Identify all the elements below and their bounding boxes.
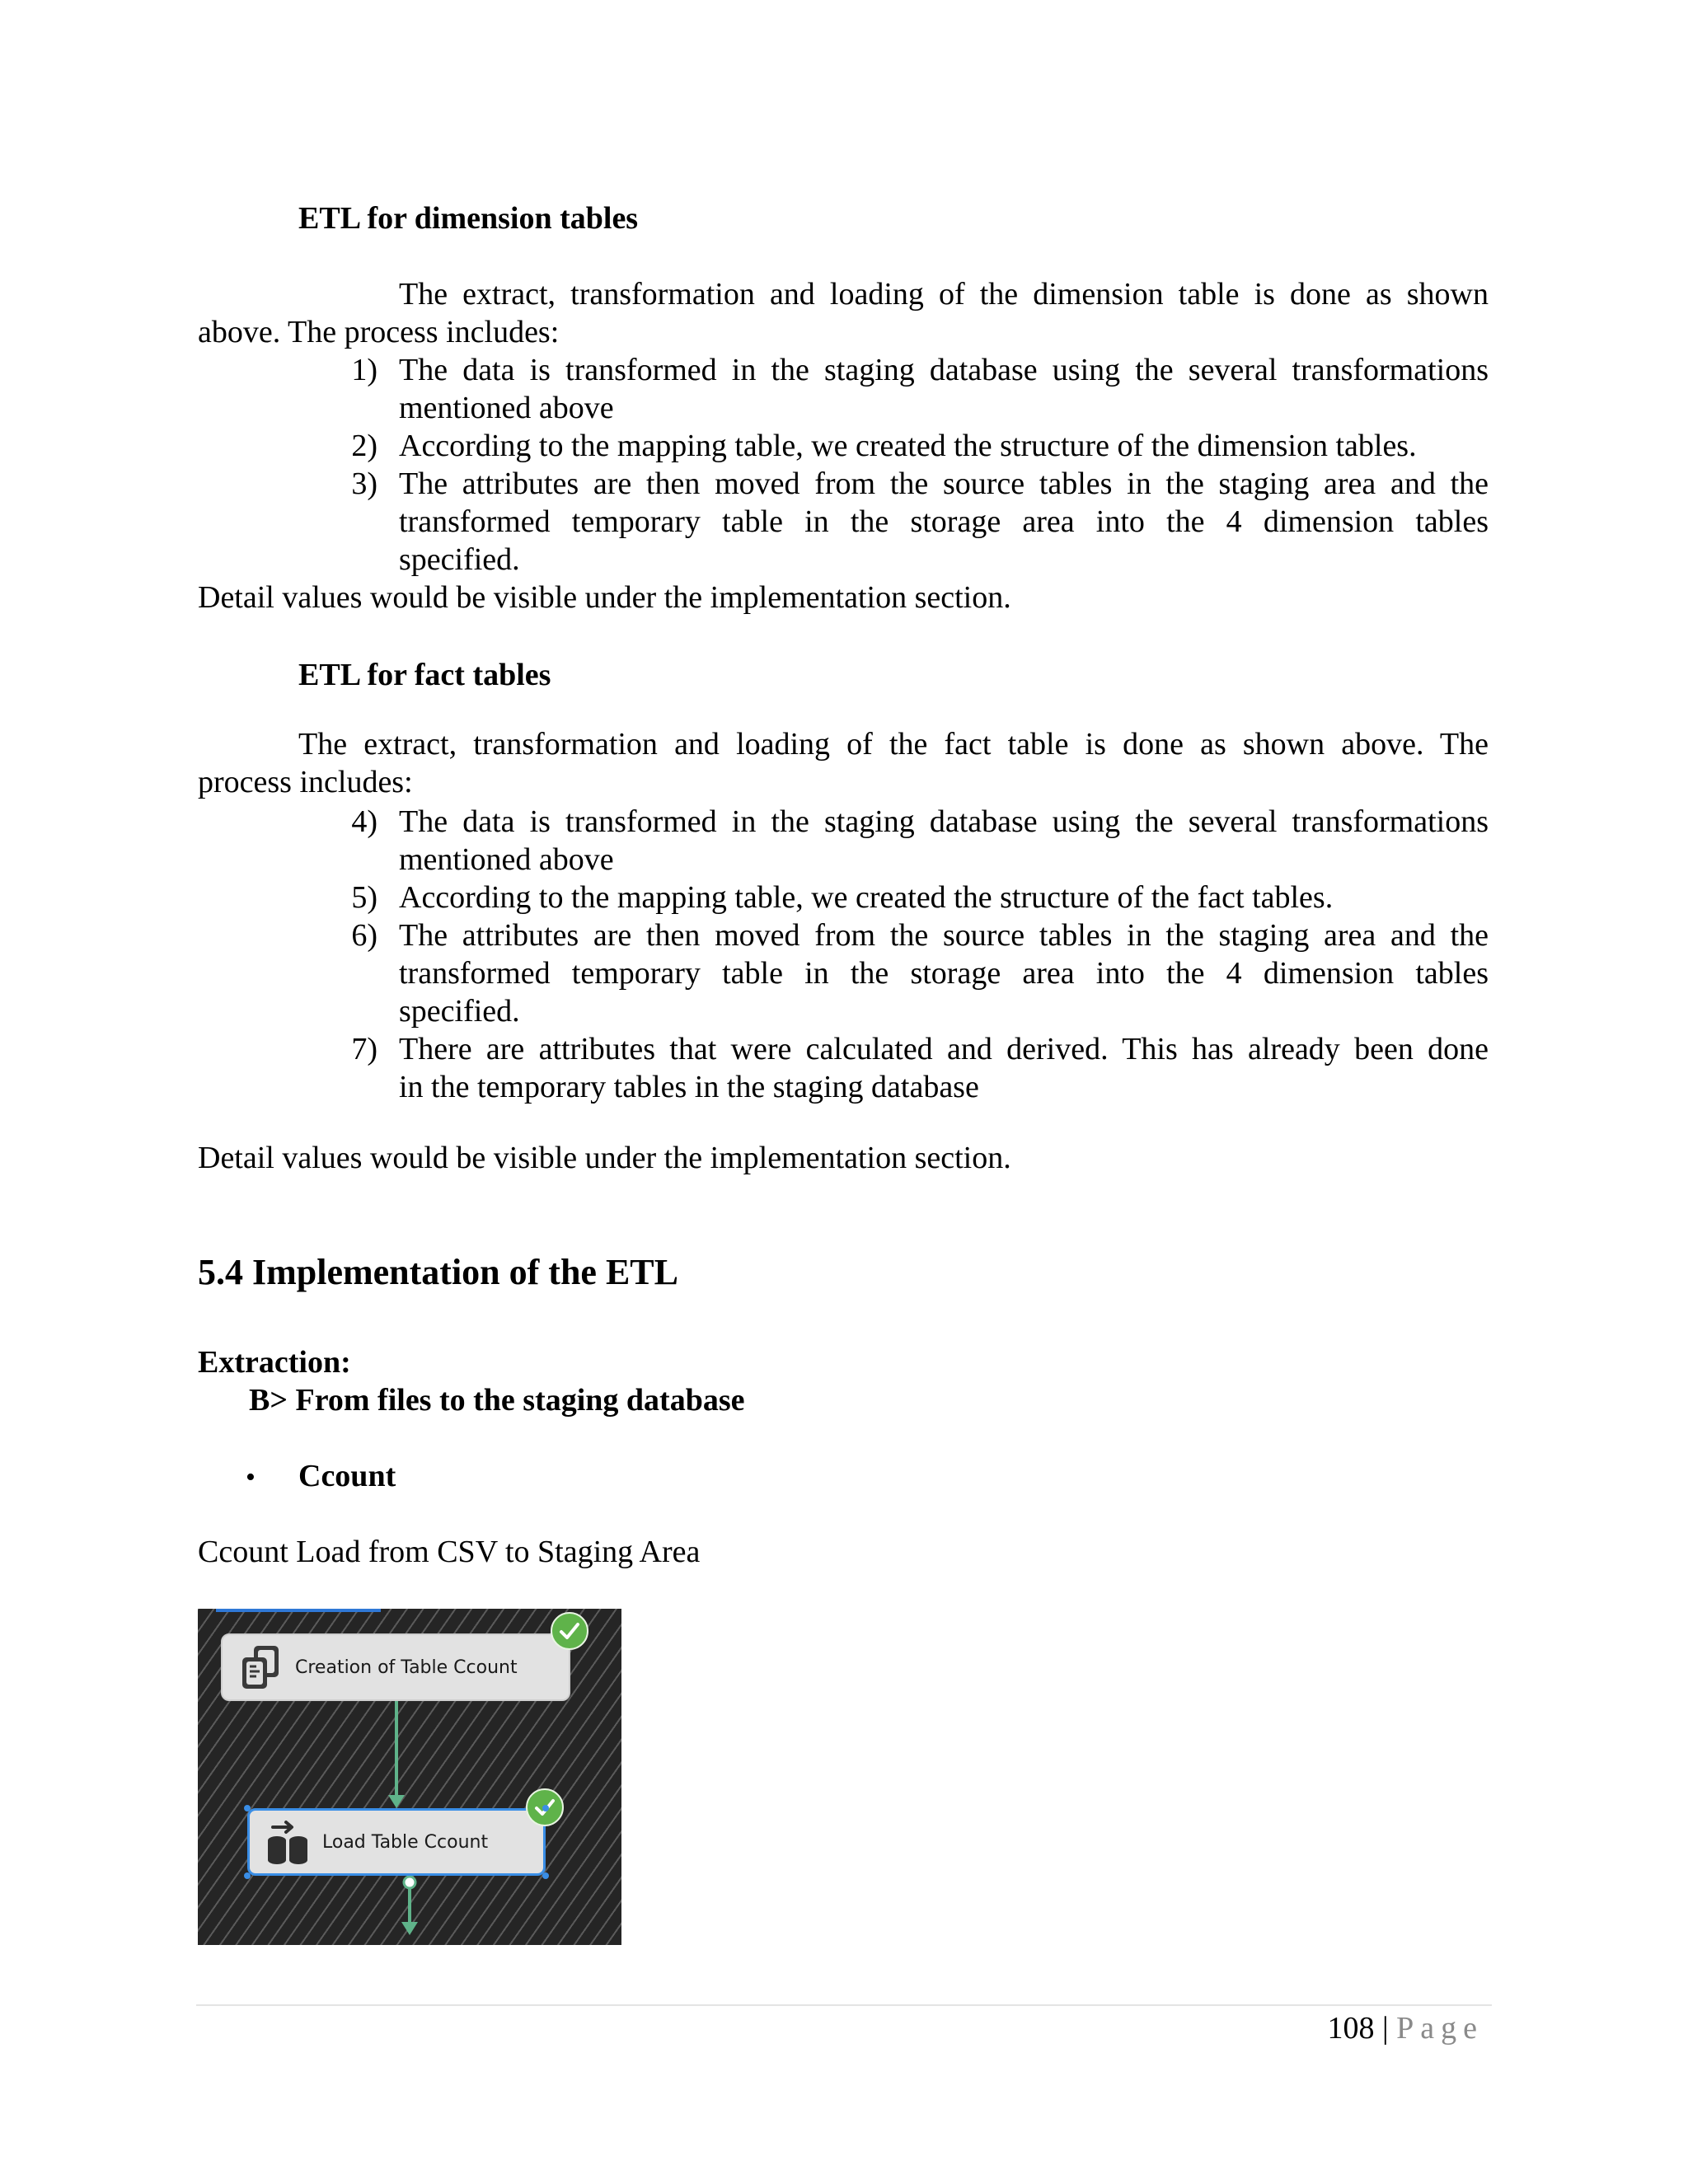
list-item-line: mentioned above xyxy=(399,391,614,425)
list-item-line: transformed temporary table in the storage area into the 4 dimension tables xyxy=(399,504,1489,539)
bullet-item-ccount: Ccount xyxy=(298,1459,396,1493)
list-item-line: in the temporary tables in the staging database xyxy=(399,1070,979,1104)
fact-paragraph-line1: The extract, transformation and loading of the fact table is done as shown above. The xyxy=(298,727,1489,762)
list-item-line: specified. xyxy=(399,994,520,1029)
dim-paragraph-line1: The extract, transformation and loading of the dimension table is done as shown xyxy=(399,277,1489,312)
list-item-line: According to the mapping table, we created the structure of the dimension tables. xyxy=(399,429,1417,463)
subheading-files-to-staging: B> From files to the staging database xyxy=(249,1383,745,1418)
resize-handle[interactable] xyxy=(542,1872,549,1879)
resize-handle[interactable] xyxy=(244,1872,251,1879)
list-number: 7) xyxy=(351,1032,377,1066)
dim-detail-note: Detail values would be visible under the implementation section. xyxy=(198,580,1011,615)
footer-divider xyxy=(196,2004,1492,2006)
resize-handle[interactable] xyxy=(542,1805,549,1811)
list-number: 1) xyxy=(351,353,377,387)
figure-caption: Ccount Load from CSV to Staging Area xyxy=(198,1535,701,1569)
heading-etl-fact: ETL for fact tables xyxy=(298,658,551,692)
resize-handle[interactable] xyxy=(244,1805,251,1811)
list-item-line: There are attributes that were calculated and derived. This has already been done xyxy=(399,1032,1489,1066)
list-item-line: The attributes are then moved from the source tables in the staging area and the xyxy=(399,918,1489,953)
dim-paragraph-line2: above. The process includes: xyxy=(198,315,560,349)
list-item-line: transformed temporary table in the storage area into the 4 dimension tables xyxy=(399,956,1489,991)
list-number: 4) xyxy=(351,804,377,839)
success-check-icon xyxy=(551,1612,588,1650)
list-number: 5) xyxy=(351,880,377,915)
fact-detail-note: Detail values would be visible under the implementation section. xyxy=(198,1141,1011,1175)
list-item-line: The data is transformed in the staging database using the several transformations xyxy=(399,353,1489,387)
section-heading-implementation: 5.4 Implementation of the ETL xyxy=(198,1252,678,1292)
task-label: Load Table Ccount xyxy=(322,1831,489,1853)
heading-etl-dimension: ETL for dimension tables xyxy=(298,201,639,236)
footer-separator: | xyxy=(1382,2011,1389,2046)
list-number: 2) xyxy=(351,429,377,463)
list-number: 6) xyxy=(351,918,377,953)
list-item-line: specified. xyxy=(399,542,520,577)
list-item-line: mentioned above xyxy=(399,842,614,877)
task-creation-of-table-ccount[interactable] xyxy=(221,1633,570,1701)
task-load-table-ccount[interactable] xyxy=(247,1808,546,1876)
list-item-line: The data is transformed in the staging database using the several transformations xyxy=(399,804,1489,839)
task-label: Creation of Table Ccount xyxy=(295,1657,518,1678)
data-flow-task-icon xyxy=(261,1816,314,1868)
list-item-line: The attributes are then moved from the source tables in the staging area and the xyxy=(399,466,1489,501)
control-flow-diagram xyxy=(198,1609,621,1945)
page-footer xyxy=(1328,2009,1484,2047)
page-label: Page xyxy=(1396,2011,1484,2046)
fact-paragraph-line2: process includes: xyxy=(198,765,413,799)
extraction-label: Extraction: xyxy=(198,1345,351,1380)
list-item-line: According to the mapping table, we created the structure of the fact tables. xyxy=(399,880,1334,915)
list-number: 3) xyxy=(351,466,377,501)
bullet-dot: • xyxy=(246,1462,256,1493)
page-number: 108 xyxy=(1327,2011,1375,2046)
execute-sql-task-icon xyxy=(234,1641,287,1694)
